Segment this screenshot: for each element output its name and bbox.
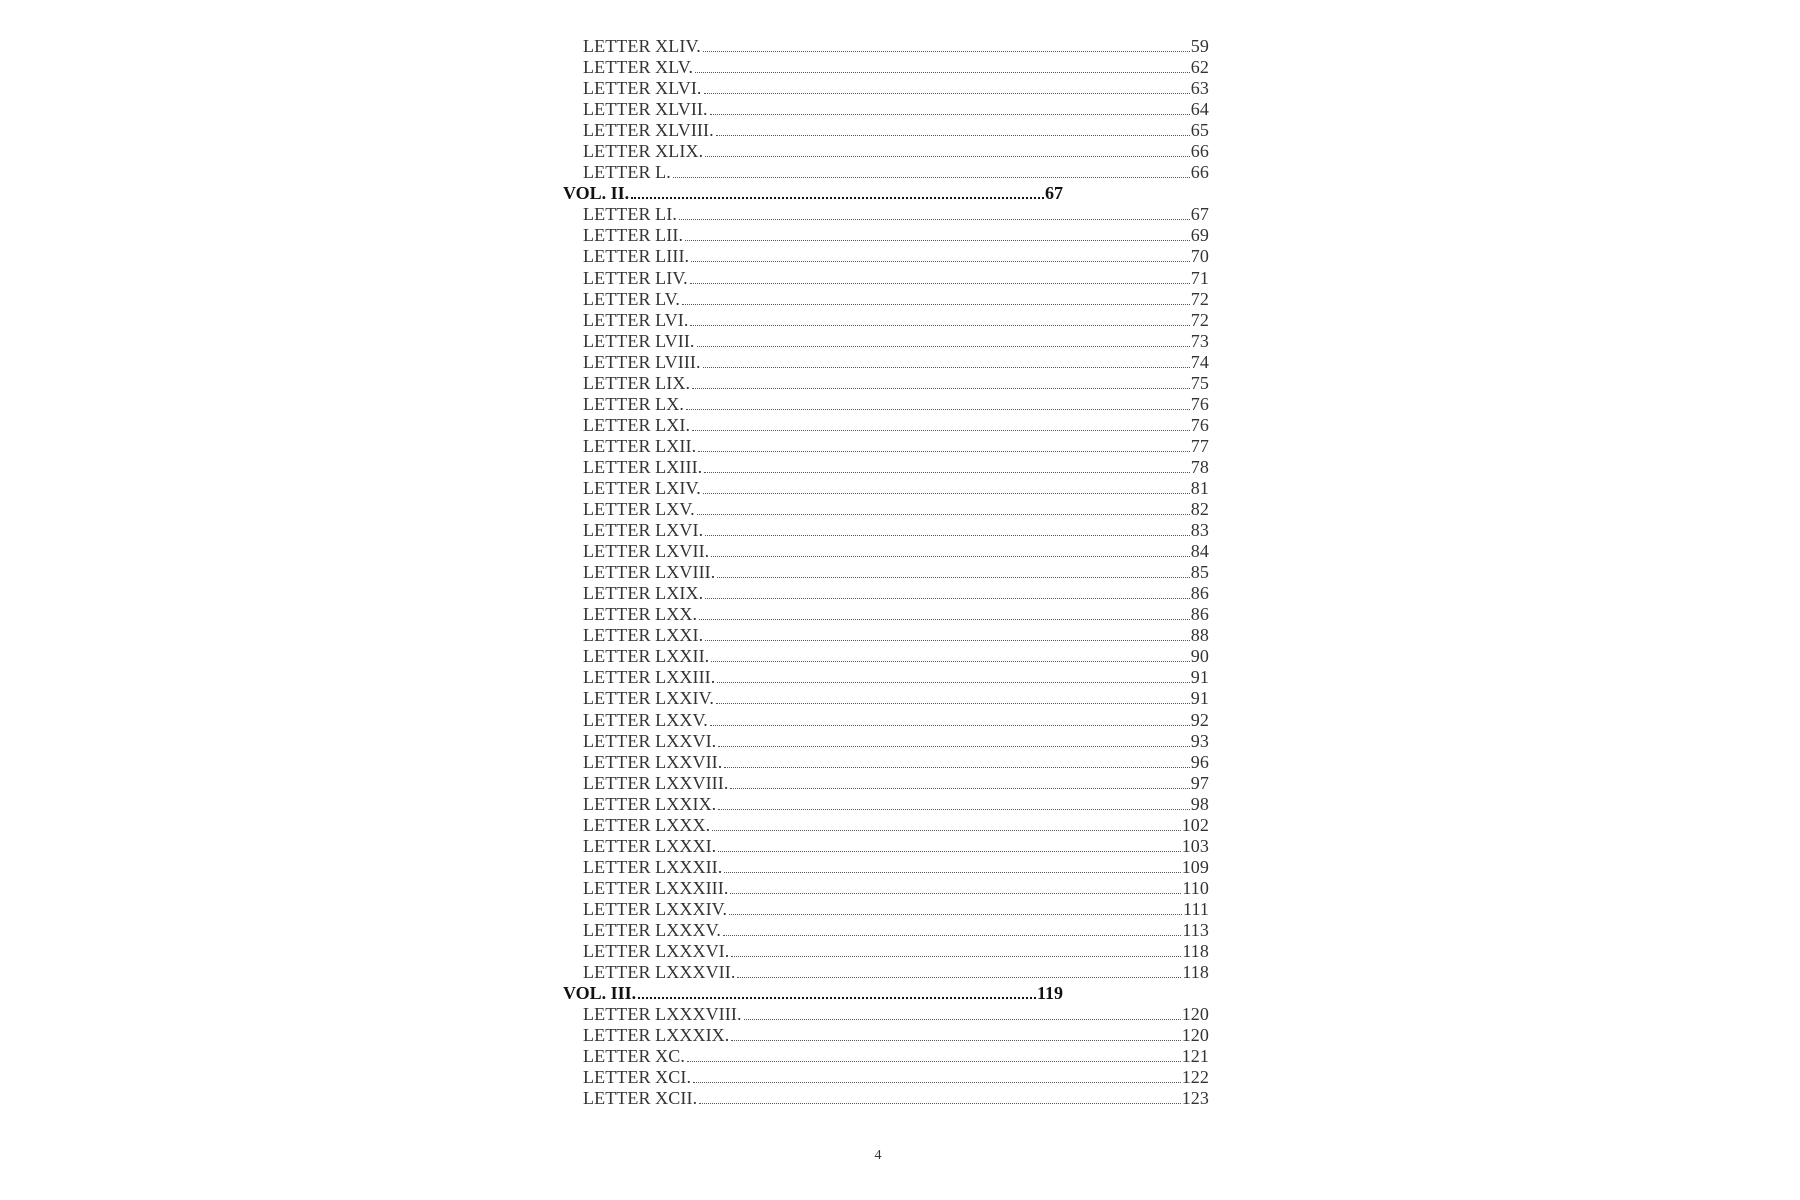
toc-entry[interactable] (563, 373, 1209, 394)
toc-entry-title: LETTER LXX. (583, 604, 698, 625)
toc-entry[interactable] (563, 310, 1209, 331)
toc-entry[interactable] (563, 878, 1209, 899)
toc-entry-title: LETTER LIV. (583, 267, 688, 288)
toc-entry-page-number: 109 (1181, 856, 1209, 877)
toc-entry[interactable] (563, 731, 1209, 752)
toc-entry-title: LETTER LXIX. (583, 583, 704, 604)
toc-entry-page-number: 102 (1181, 814, 1209, 835)
dot-leader (703, 51, 1190, 52)
dot-leader (705, 156, 1190, 157)
dot-leader (716, 135, 1190, 136)
toc-entry-title: LETTER LXXVII. (583, 751, 723, 772)
toc-entry-title: LETTER LXXII. (583, 646, 710, 667)
toc-entry-title: LETTER LV. (583, 288, 681, 309)
toc-entry-title: LETTER LXII. (583, 435, 697, 456)
dot-leader (686, 409, 1190, 410)
toc-entry-title: LETTER LXXI. (583, 625, 704, 646)
toc-entry-title: LETTER LXXXIX. (583, 1025, 730, 1046)
toc-entry-page-number: 71 (1190, 267, 1209, 288)
toc-entry-page-number: 62 (1190, 57, 1209, 78)
dot-leader (716, 703, 1190, 704)
toc-entry-page-number: 77 (1190, 435, 1209, 456)
toc-entry-title: LETTER L. (583, 162, 671, 183)
toc-entry-page-number: 84 (1190, 541, 1209, 562)
toc-entry-page-number: 65 (1190, 120, 1209, 141)
toc-entry-page-number: 86 (1190, 583, 1209, 604)
dot-leader (699, 1103, 1181, 1104)
toc-entry[interactable] (563, 836, 1209, 857)
toc-entry-page-number: 83 (1190, 520, 1209, 541)
toc-entry-title: LETTER LXXX. (583, 814, 711, 835)
toc-entry-page-number: 66 (1190, 162, 1209, 183)
toc-entry[interactable] (563, 36, 1209, 57)
dot-leader (730, 788, 1189, 789)
toc-entry-page-number: 123 (1181, 1088, 1209, 1109)
toc-entry-page-number: 70 (1190, 246, 1209, 267)
toc-entry-page-number: 93 (1190, 730, 1209, 751)
toc-entry[interactable] (563, 815, 1209, 836)
dot-leader (704, 93, 1190, 94)
toc-entry[interactable] (563, 1004, 1209, 1025)
toc-entry[interactable] (563, 962, 1209, 983)
dot-leader (704, 472, 1190, 473)
toc-entry[interactable] (563, 289, 1209, 310)
toc-entry-page-number: 118 (1182, 962, 1209, 983)
toc-entry[interactable] (563, 331, 1209, 352)
toc-entry[interactable] (563, 1025, 1209, 1046)
toc-entry[interactable] (563, 352, 1209, 373)
toc-entry-title: LETTER XCII. (583, 1088, 698, 1109)
dot-leader (693, 1082, 1181, 1083)
toc-entry-title: LETTER XLVIII. (583, 120, 714, 141)
toc-entry-title: LETTER LXV. (583, 499, 695, 520)
toc-entry-page-number: 90 (1190, 646, 1209, 667)
toc-volume-heading[interactable] (563, 183, 1063, 204)
toc-entry-title: LETTER LXXV. (583, 709, 708, 730)
toc-entry-page-number: 88 (1190, 625, 1209, 646)
toc-entry-page-number: 67 (1190, 204, 1209, 225)
dot-leader (711, 661, 1190, 662)
dot-leader (705, 640, 1190, 641)
toc-entry-title: LETTER LXXVI. (583, 730, 717, 751)
dot-leader (679, 219, 1190, 220)
dot-leader (685, 240, 1190, 241)
toc-entry[interactable] (563, 162, 1209, 183)
toc-entry-title: LETTER LVII. (583, 330, 695, 351)
dot-leader (718, 809, 1190, 810)
toc-entry-page-number: 74 (1190, 351, 1209, 372)
toc-entry[interactable] (563, 1046, 1209, 1067)
dot-leader (698, 451, 1190, 452)
dot-leader (703, 493, 1190, 494)
toc-entry-title: LETTER LXVI. (583, 520, 704, 541)
toc-entry-page-number: 91 (1190, 667, 1209, 688)
toc-entry-page-number: 76 (1190, 393, 1209, 414)
dot-leader (730, 893, 1181, 894)
toc-entry-page-number: 121 (1181, 1046, 1209, 1067)
toc-entry-title: VOL. III. (563, 983, 637, 1004)
dot-leader (717, 577, 1189, 578)
dot-leader (631, 197, 1044, 199)
toc-entry[interactable] (563, 646, 1209, 667)
toc-entry-title: LETTER LXIII. (583, 456, 703, 477)
toc-entry-title: LETTER LI. (583, 204, 677, 225)
toc-entry[interactable] (563, 857, 1209, 878)
toc-entry-title: LETTER LIX. (583, 372, 691, 393)
dot-leader (695, 72, 1190, 73)
dot-leader (737, 977, 1181, 978)
toc-entry-title: LETTER LXXXVI. (583, 941, 730, 962)
toc-entry[interactable] (563, 499, 1209, 520)
toc-entry[interactable] (563, 78, 1209, 99)
toc-entry-page-number: 96 (1190, 751, 1209, 772)
toc-entry-page-number: 73 (1190, 330, 1209, 351)
toc-entry-title: LETTER XLVI. (583, 78, 702, 99)
toc-entry-page-number: 81 (1190, 477, 1209, 498)
toc-entry-title: LETTER LXXXV. (583, 919, 721, 940)
toc-entry-title: LETTER LXVIII. (583, 562, 716, 583)
toc-entry-title: LETTER LIII. (583, 246, 690, 267)
toc-entry[interactable] (563, 436, 1209, 457)
table-of-contents (563, 36, 1209, 1109)
toc-entry-title: LETTER LXXIII. (583, 667, 716, 688)
toc-entry-page-number: 86 (1190, 604, 1209, 625)
toc-entry-page-number: 66 (1190, 141, 1209, 162)
dot-leader (638, 997, 1036, 999)
dot-leader (687, 1061, 1181, 1062)
dot-leader (697, 346, 1190, 347)
dot-leader (744, 1019, 1181, 1020)
toc-entry-title: LETTER LXXIX. (583, 793, 717, 814)
toc-entry[interactable] (563, 204, 1209, 225)
toc-entry[interactable] (563, 583, 1209, 604)
dot-leader (703, 367, 1190, 368)
toc-entry-title: LETTER LXVII. (583, 541, 710, 562)
toc-entry-title: LETTER XLV. (583, 57, 694, 78)
dot-leader (710, 725, 1190, 726)
toc-entry-title: LETTER XC. (583, 1046, 685, 1067)
toc-entry[interactable] (563, 268, 1209, 289)
toc-entry[interactable] (563, 1067, 1209, 1088)
toc-entry-title: LETTER LVI. (583, 309, 689, 330)
dot-leader (710, 114, 1190, 115)
toc-entry-page-number: 91 (1190, 688, 1209, 709)
dot-leader (723, 935, 1181, 936)
toc-entry-page-number: 119 (1036, 983, 1063, 1004)
toc-entry[interactable] (563, 667, 1209, 688)
toc-entry-title: LETTER LVIII. (583, 351, 701, 372)
toc-entry-title: LETTER XCI. (583, 1067, 692, 1088)
dot-leader (692, 388, 1190, 389)
toc-entry-page-number: 64 (1190, 99, 1209, 120)
toc-entry[interactable] (563, 415, 1209, 436)
toc-entry-title: LETTER LXI. (583, 414, 691, 435)
toc-entry[interactable] (563, 899, 1209, 920)
toc-entry[interactable] (563, 394, 1209, 415)
dot-leader (682, 304, 1190, 305)
toc-entry-page-number: 67 (1045, 183, 1063, 204)
dot-leader (673, 177, 1190, 178)
toc-entry-title: LETTER XLVII. (583, 99, 708, 120)
dot-leader (717, 682, 1189, 683)
toc-entry[interactable] (563, 99, 1209, 120)
toc-entry[interactable] (563, 57, 1209, 78)
toc-entry-title: LETTER XLIX. (583, 141, 704, 162)
toc-entry-page-number: 76 (1190, 414, 1209, 435)
dot-leader (690, 325, 1189, 326)
dot-leader (705, 598, 1190, 599)
toc-entry-title: LETTER LXXXVIII. (583, 1004, 742, 1025)
toc-entry-page-number: 113 (1182, 919, 1209, 940)
toc-entry-page-number: 63 (1190, 78, 1209, 99)
toc-entry-title: LETTER LXXXII. (583, 856, 723, 877)
toc-entry[interactable] (563, 1088, 1209, 1109)
toc-entry-title: VOL. II. (563, 183, 630, 204)
dot-leader (724, 767, 1189, 768)
toc-entry[interactable] (563, 478, 1209, 499)
toc-entry[interactable] (563, 688, 1209, 709)
toc-entry[interactable] (563, 794, 1209, 815)
toc-entry-page-number: 75 (1190, 372, 1209, 393)
toc-entry[interactable] (563, 141, 1209, 162)
dot-leader (705, 535, 1190, 536)
toc-entry[interactable] (563, 246, 1209, 267)
dot-leader (691, 261, 1190, 262)
dot-leader (692, 430, 1190, 431)
toc-entry[interactable] (563, 457, 1209, 478)
toc-entry[interactable] (563, 710, 1209, 731)
dot-leader (731, 956, 1181, 957)
toc-entry-page-number: 118 (1182, 941, 1209, 962)
toc-entry[interactable] (563, 520, 1209, 541)
dot-leader (690, 283, 1190, 284)
toc-entry-page-number: 97 (1190, 772, 1209, 793)
toc-entry[interactable] (563, 941, 1209, 962)
dot-leader (729, 914, 1182, 915)
dot-leader (724, 872, 1180, 873)
toc-entry-page-number: 82 (1190, 499, 1209, 520)
toc-entry-page-number: 85 (1190, 562, 1209, 583)
toc-entry[interactable] (563, 225, 1209, 246)
toc-entry-page-number: 92 (1190, 709, 1209, 730)
toc-entry[interactable] (563, 625, 1209, 646)
dot-leader (718, 746, 1190, 747)
toc-entry[interactable] (563, 562, 1209, 583)
toc-entry-title: LETTER LX. (583, 393, 684, 414)
toc-entry-page-number: 78 (1190, 456, 1209, 477)
toc-entry-page-number: 110 (1182, 877, 1209, 898)
toc-entry-title: LETTER LXXXI. (583, 835, 717, 856)
toc-entry-page-number: 72 (1190, 309, 1209, 330)
toc-entry-page-number: 120 (1181, 1025, 1209, 1046)
dot-leader (697, 514, 1190, 515)
toc-entry-page-number: 69 (1190, 225, 1209, 246)
toc-entry-page-number: 98 (1190, 793, 1209, 814)
toc-entry[interactable] (563, 604, 1209, 625)
toc-entry[interactable] (563, 773, 1209, 794)
toc-entry-page-number: 120 (1181, 1004, 1209, 1025)
toc-entry-page-number: 103 (1181, 835, 1209, 856)
page-number: 4 (874, 1148, 882, 1163)
dot-leader (718, 851, 1180, 852)
toc-entry-title: LETTER LXXXIV. (583, 898, 728, 919)
toc-entry-title: LETTER LXXXVII. (583, 962, 736, 983)
toc-volume-heading[interactable] (563, 983, 1063, 1004)
toc-entry-title: LETTER LXIV. (583, 477, 701, 498)
dot-leader (699, 619, 1190, 620)
toc-entry-title: LETTER XLIV. (583, 36, 701, 56)
dot-leader (731, 1040, 1180, 1041)
toc-entry[interactable] (563, 541, 1209, 562)
toc-entry-title: LETTER LXXVIII. (583, 772, 729, 793)
toc-entry-page-number: 72 (1190, 288, 1209, 309)
toc-entry[interactable] (563, 120, 1209, 141)
toc-entry-title: LETTER LII. (583, 225, 684, 246)
dot-leader (711, 556, 1190, 557)
toc-entry[interactable] (563, 752, 1209, 773)
toc-entry-page-number: 59 (1190, 36, 1209, 56)
toc-entry-page-number: 111 (1183, 898, 1209, 919)
toc-entry-title: LETTER LXXIV. (583, 688, 714, 709)
toc-entry-page-number: 122 (1181, 1067, 1209, 1088)
dot-leader (712, 830, 1181, 831)
toc-entry-title: LETTER LXXXIII. (583, 877, 729, 898)
toc-entry[interactable] (563, 920, 1209, 941)
